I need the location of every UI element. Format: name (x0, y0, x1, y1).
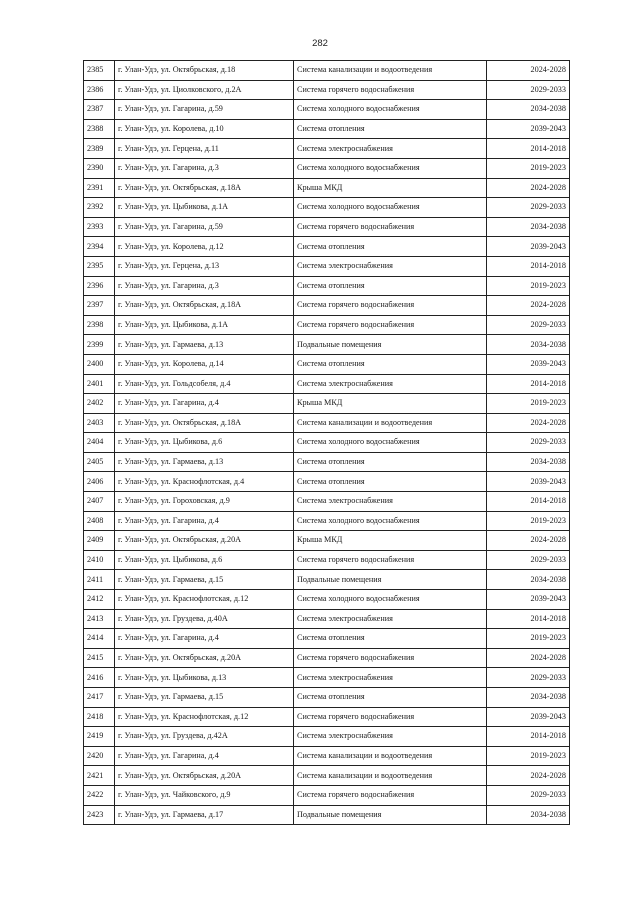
period-cell: 2019-2023 (487, 276, 570, 296)
row-number-cell: 2406 (84, 472, 115, 492)
period-cell: 2024-2028 (487, 178, 570, 198)
system-cell: Система отопления (294, 629, 487, 649)
table-row (84, 492, 570, 512)
table-row (84, 531, 570, 551)
row-number-cell: 2411 (84, 570, 115, 590)
table-row (84, 452, 570, 472)
table-row (84, 472, 570, 492)
table-row (84, 100, 570, 120)
system-cell: Система электроснабжения (294, 374, 487, 394)
system-cell: Крыша МКД (294, 531, 487, 551)
period-cell: 2034-2038 (487, 217, 570, 237)
address-cell: г. Улан-Удэ, ул. Октябрьская, д.18 (115, 61, 294, 81)
system-cell: Система холодного водоснабжения (294, 158, 487, 178)
table-body (84, 61, 570, 825)
period-cell: 2024-2028 (487, 413, 570, 433)
table-row (84, 237, 570, 257)
address-cell: г. Улан-Удэ, ул. Гармаева, д.17 (115, 805, 294, 825)
period-cell: 2019-2023 (487, 629, 570, 649)
row-number-cell: 2390 (84, 158, 115, 178)
table-row (84, 178, 570, 198)
system-cell: Система холодного водоснабжения (294, 198, 487, 218)
table-row (84, 590, 570, 610)
row-number-cell: 2418 (84, 707, 115, 727)
system-cell: Подвальные помещения (294, 335, 487, 355)
table-row (84, 335, 570, 355)
address-cell: г. Улан-Удэ, ул. Груздева, д.42А (115, 727, 294, 747)
address-cell: г. Улан-Удэ, ул. Цыбикова, д.13 (115, 668, 294, 688)
table-row (84, 198, 570, 218)
address-cell: г. Улан-Удэ, ул. Герцена, д.11 (115, 139, 294, 159)
row-number-cell: 2421 (84, 766, 115, 786)
table-row (84, 766, 570, 786)
period-cell: 2029-2033 (487, 550, 570, 570)
address-cell: г. Улан-Удэ, ул. Октябрьская, д.18А (115, 178, 294, 198)
system-cell: Система отопления (294, 472, 487, 492)
page-number: 282 (312, 38, 328, 49)
row-number-cell: 2397 (84, 296, 115, 316)
period-cell: 2014-2018 (487, 727, 570, 747)
system-cell: Система отопления (294, 688, 487, 708)
period-cell: 2039-2043 (487, 119, 570, 139)
period-cell: 2039-2043 (487, 472, 570, 492)
address-cell: г. Улан-Удэ, ул. Гармаева, д.15 (115, 570, 294, 590)
address-cell: г. Улан-Удэ, ул. Цыбикова, д.1А (115, 198, 294, 218)
row-number-cell: 2417 (84, 688, 115, 708)
table-row (84, 80, 570, 100)
row-number-cell: 2405 (84, 452, 115, 472)
address-cell: г. Улан-Удэ, ул. Краснофлотская, д.4 (115, 472, 294, 492)
address-cell: г. Улан-Удэ, ул. Герцена, д.13 (115, 256, 294, 276)
row-number-cell: 2419 (84, 727, 115, 747)
period-cell: 2039-2043 (487, 354, 570, 374)
address-cell: г. Улан-Удэ, ул. Гармаева, д.15 (115, 688, 294, 708)
period-cell: 2034-2038 (487, 452, 570, 472)
address-cell: г. Улан-Удэ, ул. Гольдсобеля, д.4 (115, 374, 294, 394)
system-cell: Подвальные помещения (294, 805, 487, 825)
row-number-cell: 2409 (84, 531, 115, 551)
system-cell: Система горячего водоснабжения (294, 315, 487, 335)
period-cell: 2024-2028 (487, 61, 570, 81)
row-number-cell: 2407 (84, 492, 115, 512)
row-number-cell: 2423 (84, 805, 115, 825)
table-row (84, 746, 570, 766)
system-cell: Система отопления (294, 276, 487, 296)
table-row (84, 394, 570, 414)
address-cell: г. Улан-Удэ, ул. Гармаева, д.13 (115, 335, 294, 355)
row-number-cell: 2398 (84, 315, 115, 335)
period-cell: 2019-2023 (487, 158, 570, 178)
row-number-cell: 2420 (84, 746, 115, 766)
row-number-cell: 2388 (84, 119, 115, 139)
row-number-cell: 2386 (84, 80, 115, 100)
period-cell: 2019-2023 (487, 394, 570, 414)
row-number-cell: 2402 (84, 394, 115, 414)
address-cell: г. Улан-Удэ, ул. Гармаева, д.13 (115, 452, 294, 472)
period-cell: 2019-2023 (487, 511, 570, 531)
row-number-cell: 2408 (84, 511, 115, 531)
address-cell: г. Улан-Удэ, ул. Гагарина, д.4 (115, 629, 294, 649)
period-cell: 2034-2038 (487, 100, 570, 120)
row-number-cell: 2396 (84, 276, 115, 296)
table-row (84, 296, 570, 316)
address-cell: г. Улан-Удэ, ул. Гагарина, д.59 (115, 217, 294, 237)
period-cell: 2034-2038 (487, 335, 570, 355)
system-cell: Система электроснабжения (294, 492, 487, 512)
period-cell: 2024-2028 (487, 531, 570, 551)
system-cell: Система канализации и водоотведения (294, 766, 487, 786)
table-row (84, 315, 570, 335)
table-row (84, 805, 570, 825)
row-number-cell: 2389 (84, 139, 115, 159)
row-number-cell: 2404 (84, 433, 115, 453)
table-row (84, 217, 570, 237)
period-cell: 2024-2028 (487, 648, 570, 668)
period-cell: 2014-2018 (487, 374, 570, 394)
address-cell: г. Улан-Удэ, ул. Гагарина, д.4 (115, 746, 294, 766)
period-cell: 2034-2038 (487, 805, 570, 825)
address-cell: г. Улан-Удэ, ул. Гагарина, д.4 (115, 394, 294, 414)
address-cell: г. Улан-Удэ, ул. Цыбикова, д.6 (115, 550, 294, 570)
system-cell: Система канализации и водоотведения (294, 746, 487, 766)
row-number-cell: 2415 (84, 648, 115, 668)
system-cell: Система электроснабжения (294, 727, 487, 747)
table-row (84, 374, 570, 394)
row-number-cell: 2395 (84, 256, 115, 276)
system-cell: Система горячего водоснабжения (294, 550, 487, 570)
table-row (84, 785, 570, 805)
system-cell: Крыша МКД (294, 394, 487, 414)
period-cell: 2014-2018 (487, 256, 570, 276)
table-row (84, 413, 570, 433)
period-cell: 2024-2028 (487, 766, 570, 786)
table-row (84, 433, 570, 453)
table-row (84, 61, 570, 81)
row-number-cell: 2387 (84, 100, 115, 120)
system-cell: Система горячего водоснабжения (294, 648, 487, 668)
period-cell: 2024-2028 (487, 296, 570, 316)
address-cell: г. Улан-Удэ, ул. Октябрьская, д.20А (115, 531, 294, 551)
table-row (84, 707, 570, 727)
row-number-cell: 2414 (84, 629, 115, 649)
table-row (84, 139, 570, 159)
system-cell: Система горячего водоснабжения (294, 217, 487, 237)
row-number-cell: 2403 (84, 413, 115, 433)
address-cell: г. Улан-Удэ, ул. Октябрьская, д.20А (115, 766, 294, 786)
table-row (84, 158, 570, 178)
system-cell: Система холодного водоснабжения (294, 433, 487, 453)
system-cell: Система электроснабжения (294, 609, 487, 629)
period-cell: 2029-2033 (487, 315, 570, 335)
address-cell: г. Улан-Удэ, ул. Груздева, д.40А (115, 609, 294, 629)
address-cell: г. Улан-Удэ, ул. Цыбикова, д.1А (115, 315, 294, 335)
table-row (84, 570, 570, 590)
system-cell: Система горячего водоснабжения (294, 785, 487, 805)
period-cell: 2039-2043 (487, 707, 570, 727)
address-cell: г. Улан-Удэ, ул. Гороховская, д.9 (115, 492, 294, 512)
period-cell: 2034-2038 (487, 688, 570, 708)
row-number-cell: 2410 (84, 550, 115, 570)
row-number-cell: 2400 (84, 354, 115, 374)
address-cell: г. Улан-Удэ, ул. Октябрьская, д.18А (115, 413, 294, 433)
system-cell: Система отопления (294, 452, 487, 472)
system-cell: Система электроснабжения (294, 139, 487, 159)
table-row (84, 354, 570, 374)
table-row (84, 629, 570, 649)
row-number-cell: 2416 (84, 668, 115, 688)
address-cell: г. Улан-Удэ, ул. Краснофлотская, д.12 (115, 707, 294, 727)
row-number-cell: 2393 (84, 217, 115, 237)
table-row (84, 550, 570, 570)
table-row (84, 727, 570, 747)
row-number-cell: 2392 (84, 198, 115, 218)
row-number-cell: 2412 (84, 590, 115, 610)
period-cell: 2014-2018 (487, 492, 570, 512)
address-cell: г. Улан-Удэ, ул. Гагарина, д.59 (115, 100, 294, 120)
system-cell: Система холодного водоснабжения (294, 511, 487, 531)
period-cell: 2029-2033 (487, 198, 570, 218)
address-cell: г. Улан-Удэ, ул. Краснофлотская, д.12 (115, 590, 294, 610)
period-cell: 2014-2018 (487, 609, 570, 629)
address-cell: г. Улан-Удэ, ул. Королева, д.12 (115, 237, 294, 257)
address-cell: г. Улан-Удэ, ул. Гагарина, д.3 (115, 158, 294, 178)
address-cell: г. Улан-Удэ, ул. Гагарина, д.3 (115, 276, 294, 296)
address-cell: г. Улан-Удэ, ул. Цыбикова, д.6 (115, 433, 294, 453)
period-cell: 2014-2018 (487, 139, 570, 159)
table-row (84, 609, 570, 629)
system-cell: Система горячего водоснабжения (294, 707, 487, 727)
period-cell: 2039-2043 (487, 590, 570, 610)
address-cell: г. Улан-Удэ, ул. Гагарина, д.4 (115, 511, 294, 531)
period-cell: 2029-2033 (487, 433, 570, 453)
table-row (84, 688, 570, 708)
table-row (84, 648, 570, 668)
address-cell: г. Улан-Удэ, ул. Циолковского, д.2А (115, 80, 294, 100)
system-cell: Система канализации и водоотведения (294, 61, 487, 81)
row-number-cell: 2399 (84, 335, 115, 355)
row-number-cell: 2422 (84, 785, 115, 805)
period-cell: 2039-2043 (487, 237, 570, 257)
system-cell: Система электроснабжения (294, 668, 487, 688)
repair-schedule-table (83, 60, 570, 825)
system-cell: Система электроснабжения (294, 256, 487, 276)
system-cell: Подвальные помещения (294, 570, 487, 590)
period-cell: 2029-2033 (487, 668, 570, 688)
table-row (84, 668, 570, 688)
table-row (84, 119, 570, 139)
period-cell: 2034-2038 (487, 570, 570, 590)
address-cell: г. Улан-Удэ, ул. Октябрьская, д.18А (115, 296, 294, 316)
period-cell: 2029-2033 (487, 80, 570, 100)
address-cell: г. Улан-Удэ, ул. Чайковского, д.9 (115, 785, 294, 805)
period-cell: 2019-2023 (487, 746, 570, 766)
row-number-cell: 2385 (84, 61, 115, 81)
table-row (84, 511, 570, 531)
system-cell: Система горячего водоснабжения (294, 296, 487, 316)
system-cell: Система канализации и водоотведения (294, 413, 487, 433)
row-number-cell: 2413 (84, 609, 115, 629)
system-cell: Система отопления (294, 237, 487, 257)
address-cell: г. Улан-Удэ, ул. Королева, д.14 (115, 354, 294, 374)
table-row (84, 276, 570, 296)
system-cell: Система отопления (294, 119, 487, 139)
period-cell: 2029-2033 (487, 785, 570, 805)
row-number-cell: 2394 (84, 237, 115, 257)
table-row (84, 256, 570, 276)
row-number-cell: 2391 (84, 178, 115, 198)
system-cell: Система отопления (294, 354, 487, 374)
address-cell: г. Улан-Удэ, ул. Октябрьская, д.20А (115, 648, 294, 668)
system-cell: Крыша МКД (294, 178, 487, 198)
system-cell: Система горячего водоснабжения (294, 80, 487, 100)
system-cell: Система холодного водоснабжения (294, 100, 487, 120)
system-cell: Система холодного водоснабжения (294, 590, 487, 610)
address-cell: г. Улан-Удэ, ул. Королева, д.10 (115, 119, 294, 139)
row-number-cell: 2401 (84, 374, 115, 394)
